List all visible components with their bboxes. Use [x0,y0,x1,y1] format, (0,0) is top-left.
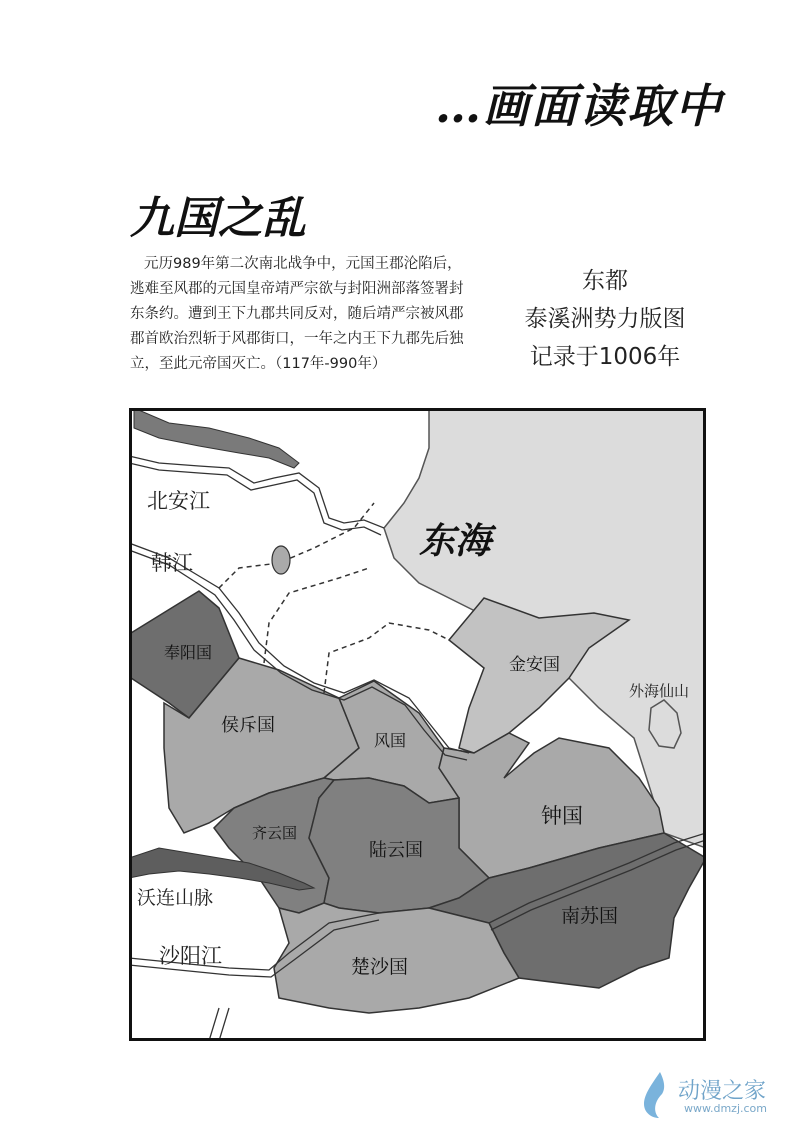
label-state-jinan: 金安国 [509,655,560,675]
section-title: 九国之乱 [130,193,306,244]
label-mountain-wolian: 沃连山脉 [137,887,214,909]
label-state-zhong: 钟国 [541,804,583,828]
watermark-url: www.dmzj.com [684,1102,767,1115]
intro-line: 东条约。遭到王下九郡共同反对，随后靖严宗被风郡 [130,306,464,322]
label-island-waihai: 外海仙山 [629,682,690,700]
map [129,408,706,1041]
label-river-shayang: 沙阳江 [159,944,222,968]
label-state-qiyun: 齐云国 [252,824,298,842]
loading-title: …画面读取中 [435,79,723,133]
intro-line: 逃难至风郡的元国皇帝靖严宗欲与封阳洲部落签署封 [130,281,464,297]
caption-date: 记录于1006年 [529,344,681,370]
watermark [640,1066,790,1126]
label-river-han: 韩江 [151,551,193,575]
label-state-luyun: 陆云国 [369,840,423,861]
caption-map-name: 泰溪洲势力版图 [524,306,686,332]
label-state-nansu: 南苏国 [561,905,619,927]
lake [272,546,290,574]
watermark-drop-icon [640,1070,676,1120]
label-state-houqiu: 侯斥国 [221,715,275,736]
intro-line: 元历989年第二次南北战争中，元国王郡沦陷后， [144,256,462,272]
watermark-name: 动漫之家 [678,1079,767,1104]
label-river-beian: 北安江 [147,489,210,513]
label-east-sea: 东海 [419,520,492,562]
label-state-feng: 风国 [374,731,407,750]
label-state-chusha: 楚沙国 [351,956,409,978]
intro-paragraph [130,252,500,377]
label-state-fengyang: 奉阳国 [164,643,213,662]
map-canvas [129,408,706,1041]
intro-line: 郡首欧治烈斩于风郡街口，一年之内王下九郡先后独 [130,331,464,347]
intro-line: 立，至此元帝国灭亡。（117年-990年） [130,356,387,372]
map-caption [505,262,705,376]
caption-capital: 东都 [582,268,628,294]
